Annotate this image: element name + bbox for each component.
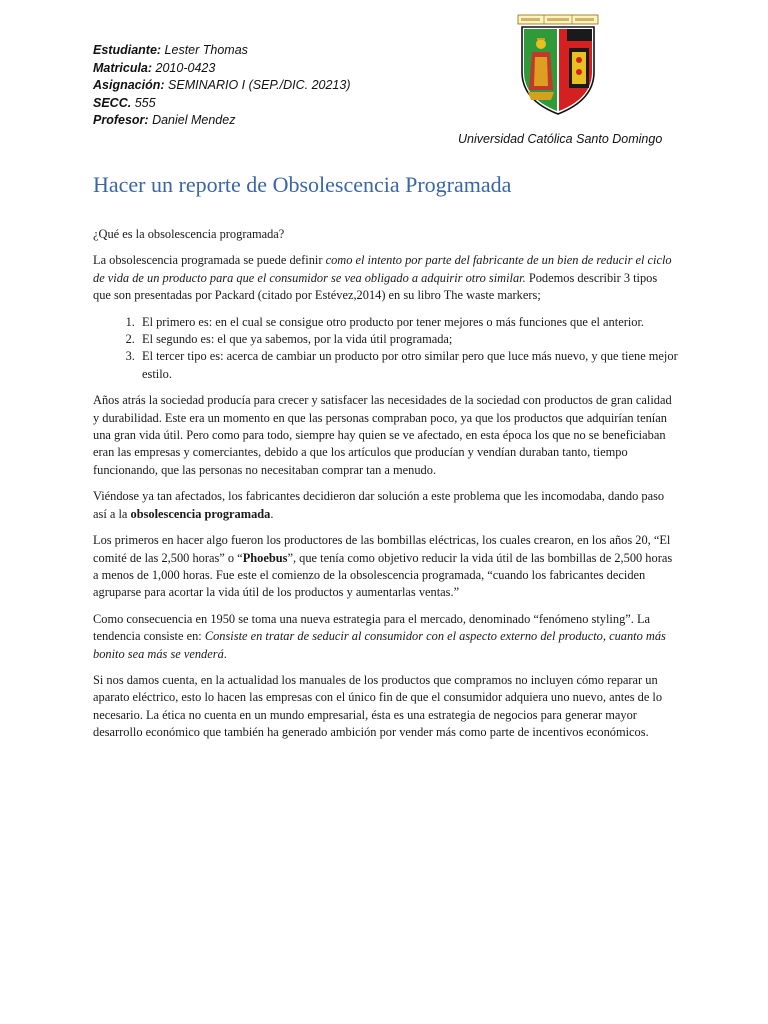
- types-list: [93, 314, 678, 384]
- question-paragraph: ¿Qué es la obsolescencia programada?: [93, 227, 285, 241]
- list-item: 2. El segundo es: el que ya sabemos, por la vida útil programada;: [138, 331, 678, 348]
- subject-label: Asignación:: [93, 78, 165, 93]
- list-item: 3. El tercer tipo es: acerca de cambiar un producto por otro similar pero que luce más nuevo, y que tiene mejor estilo.: [138, 348, 678, 383]
- section-label: SECC.: [93, 95, 132, 110]
- id-row: [93, 60, 351, 78]
- student-value: Lester Thomas: [164, 43, 248, 57]
- student-info-header: [93, 42, 351, 130]
- list-item: 1. El primero es: en el cual se consigue otro producto por tener mejores o más funciones que el anterior.: [138, 314, 678, 331]
- conclusion-paragraph: Si nos damos cuenta, en la actualidad los manuales de los productos que compramos no incluyen cómo reparar un aparato eléctrico, esto lo hacen las empresas con el único fin de que el consumidor adquiera uno nuevo, antes de lo necesario. La ética no cuenta en un mundo empresarial, ésta es una estrategia de negocios para generar mayor desarrollo económico que también ha generado ambición por vender más como parte de incentivos económicos.: [93, 672, 663, 740]
- teacher-value: Daniel Mendez: [152, 113, 236, 128]
- student-row: [93, 42, 351, 60]
- solution-paragraph: [93, 488, 678, 523]
- definition-quote: como el intento por parte del fabricante de un bien de reducir el ciclo de vida de un producto para que el consumidor se vea obligado a adquirir otro similar.: [93, 253, 672, 285]
- phoebus-text-a: Los primeros en hacer algo fueron los productores de las bombillas eléctricas, los cuales crearon, en los años 20, “El comité de las 2,500 horas” o “: [93, 533, 671, 565]
- styling-text-a: Como consecuencia en 1950 se toma una nueva estrategia para el mercado, denominado “fenómeno styling”. La tendencia consiste en:: [93, 611, 651, 644]
- definition-paragraph: [93, 252, 678, 304]
- subject-row: [93, 77, 351, 95]
- definition-text-a: La obsolescencia programada se puede definir: [93, 253, 326, 268]
- definition-text-c: Podemos describir 3 tipos que son presentadas por Packard (citado por Estévez,2014) en su libro The waste markers;: [93, 270, 658, 303]
- styling-italic: Consiste en tratar de seducir al consumidor con el aspecto externo del producto, cuanto más bonito sea más se venderá: [93, 629, 666, 661]
- section-value: 555: [134, 95, 156, 110]
- university-crest-icon: [517, 12, 599, 116]
- solution-bold: obsolescencia programada: [130, 506, 271, 521]
- styling-paragraph: [93, 611, 678, 663]
- student-label: Estudiante:: [93, 43, 162, 57]
- teacher-label: Profesor:: [93, 113, 149, 128]
- phoebus-paragraph: [93, 532, 678, 602]
- phoebus-text-c: ”, que tenía como objetivo reducir la vida útil de las bombillas de 2,500 horas a menos de 1,000 horas. Fue este el comienzo de la obsolescencia programada, “cuando los fabricantes deciden agruparse para acortar la vida útil de los productos y aumentarlas ventas.”: [93, 550, 673, 600]
- teacher-row: [93, 112, 351, 130]
- id-value: 2010-0423: [155, 60, 216, 75]
- solution-text-a: Viéndose ya tan afectados, los fabricantes decidieron dar solución a este problema que les incomodaba, dando paso así a la: [93, 489, 665, 521]
- subject-value: SEMINARIO I (SEP./DIC. 20213): [168, 78, 351, 93]
- university-name: Universidad Católica Santo Domingo: [458, 132, 663, 146]
- section-row: [93, 95, 351, 113]
- styling-text-c: .: [223, 646, 227, 661]
- phoebus-bold: Phoebus: [242, 550, 288, 565]
- solution-text-c: .: [270, 506, 274, 521]
- page-title: Hacer un reporte de Obsolescencia Programada: [93, 172, 512, 197]
- document-body: [93, 226, 678, 751]
- id-label: Matricula:: [93, 60, 153, 75]
- history-paragraph: Años atrás la sociedad producía para crecer y satisfacer las necesidades de la sociedad con productos de gran calidad y durabilidad. Este era un momento en que las personas compraban poco, ya que los productos que adquirían tenían una gran vida útil. Pero como para todo, siempre hay quien se ve afectado, en esta época los que no se beneficiaban eran las empresas y comerciantes, debido a que los artículos que producían y vendían duraban tanto, tiempo funcionando, que las personas no necesitaban comprar tan a menudo.: [93, 393, 672, 477]
